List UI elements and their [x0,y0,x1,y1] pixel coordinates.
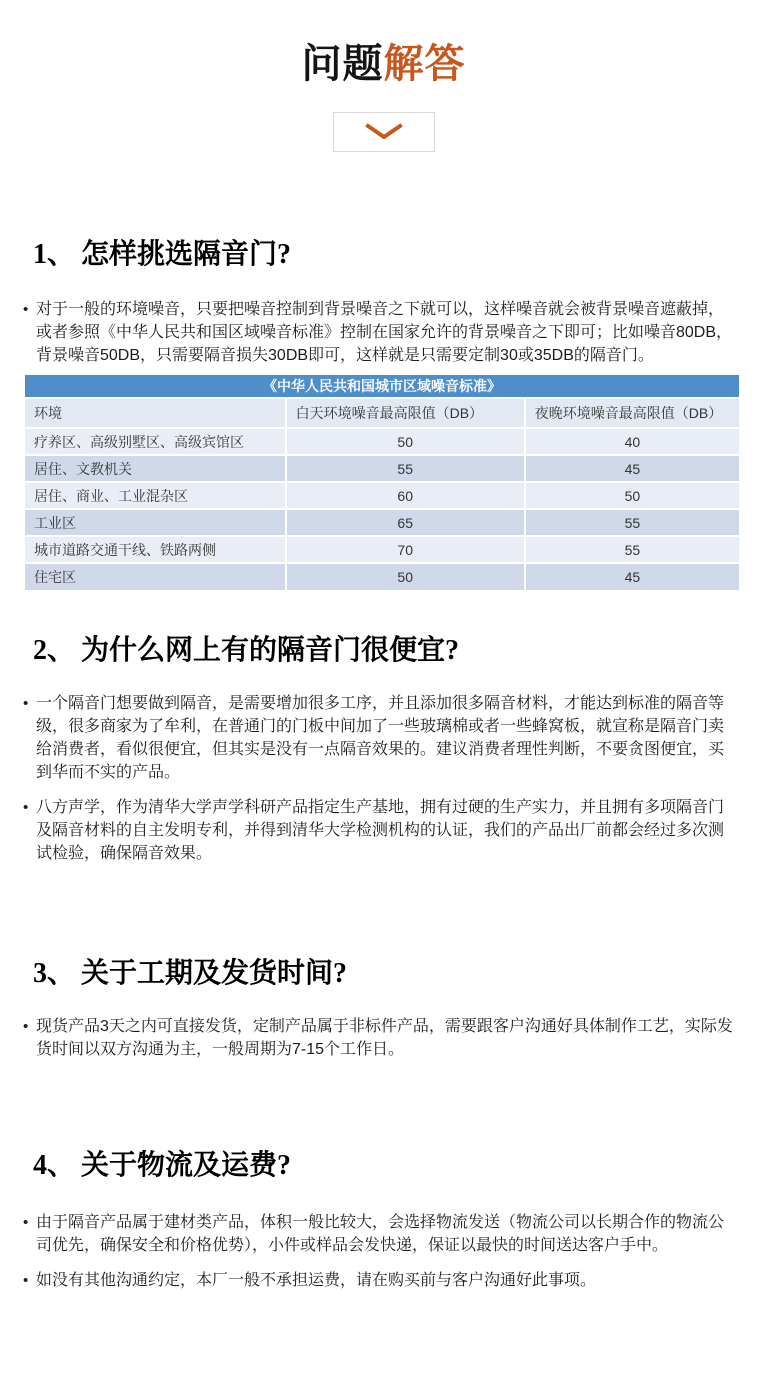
day-limit-cell: 55 [286,455,525,482]
answer-text: 八方声学，作为清华大学声学科研产品指定生产基地，拥有过硬的生产实力，并且拥有多项隔音门及隔音材料的自主发明专利，并得到清华大学检测机构的认证，我们的产品出厂前都会经过多次测试检验，确保隔音效果。 [36,799,725,862]
night-limit-cell: 50 [525,482,739,509]
question-heading-1 [33,238,739,272]
day-limit-cell: 50 [286,428,525,455]
answer-text: 现货产品3天之内可直接发货，定制产品属于非标件产品，需要跟客户沟通好具体制作工艺，实际发货时间以双方沟通为主，一般周期为7-15个工作日。 [36,1018,733,1058]
answer-item [36,298,739,367]
env-cell: 居住、商业、工业混杂区 [25,482,286,509]
env-cell: 工业区 [25,509,286,536]
day-limit-cell: 60 [286,482,525,509]
question-number: 3、 [33,958,76,989]
faq-section-3 [0,957,767,1061]
answer-item [36,1015,739,1061]
env-cell: 住宅区 [25,563,286,590]
page-header [0,0,767,152]
night-limit-cell: 55 [525,509,739,536]
noise-standard-table [25,375,739,590]
page-title-accent: 解答 [383,42,466,86]
question-number: 1、 [33,239,76,270]
noise-table-grid [25,397,739,590]
question-number: 4、 [33,1150,76,1181]
column-header: 夜晚环境噪音最高限值（DB） [525,398,739,428]
day-limit-cell: 65 [286,509,525,536]
expand-button[interactable] [333,112,435,152]
answer-text: 对于一般的环境噪音，只要把噪音控制到背景噪音之下就可以，这样噪音就会被背景噪音遮蔽掉，或者参照《中华人民共和国区域噪音标准》控制在国家允许的背景噪音之下即可；比如噪音80DB，背景噪音50DB，只需要隔音损失30DB即可，这样就是只需要定制30或35DB的隔音门。 [36,301,733,364]
question-heading-2 [33,634,739,668]
faq-section-2 [0,634,767,865]
night-limit-cell: 45 [525,563,739,590]
day-limit-cell: 70 [286,536,525,563]
table-header-row [25,398,739,428]
answer-text: 一个隔音门想要做到隔音，是需要增加很多工序，并且添加很多隔音材料，才能达到标准的隔音等级，很多商家为了牟利，在普通门的门板中间加了一些玻璃棉或者一些蜂窝板，就宣称是隔音门卖给消费者，看似很便宜，但其实是没有一点隔音效果的。建议消费者理性判断，不要贪图便宜，买到华而不实的产品。 [36,695,725,781]
faq-section-4 [0,1149,767,1292]
night-limit-cell: 55 [525,536,739,563]
table-row [25,482,739,509]
question-heading-4 [33,1149,739,1183]
env-cell: 疗养区、高级别墅区、高级宾馆区 [25,428,286,455]
answer-item [36,692,739,784]
question-number: 2、 [33,635,76,666]
answer-item [36,1269,739,1292]
answer-text: 由于隔音产品属于建材类产品，体积一般比较大，会选择物流发送（物流公司以长期合作的物流公司优先，确保安全和价格优势），小件或样品会发快递，保证以最快的时间送达客户手中。 [36,1214,725,1254]
env-cell: 城市道路交通干线、铁路两侧 [25,536,286,563]
table-row [25,455,739,482]
env-cell: 居住、文教机关 [25,455,286,482]
question-text: 为什么网上有的隔音门很便宜? [81,635,460,666]
answer-list [25,1015,739,1061]
answer-text: 如没有其他沟通约定，本厂一般不承担运费，请在购买前与客户沟通好此事项。 [36,1272,597,1289]
table-row [25,428,739,455]
table-row [25,509,739,536]
question-text: 关于工期及发货时间? [81,958,348,989]
table-row [25,536,739,563]
table-title: 《中华人民共和国城市区域噪音标准》 [25,375,739,397]
chevron-down-icon [365,123,403,141]
page-title-primary: 问题 [301,42,384,86]
column-header: 环境 [25,398,286,428]
night-limit-cell: 45 [525,455,739,482]
question-heading-3 [33,957,739,991]
page-title [0,42,767,86]
answer-item [36,796,739,865]
question-text: 怎样挑选隔音门? [81,239,292,270]
question-text: 关于物流及运费? [81,1150,292,1181]
night-limit-cell: 40 [525,428,739,455]
answer-list [25,1211,739,1292]
faq-section-1 [0,238,767,590]
day-limit-cell: 50 [286,563,525,590]
answer-list [25,692,739,865]
table-row [25,563,739,590]
answer-item [36,1211,739,1257]
column-header: 白天环境噪音最高限值（DB） [286,398,525,428]
answer-list [25,298,739,367]
